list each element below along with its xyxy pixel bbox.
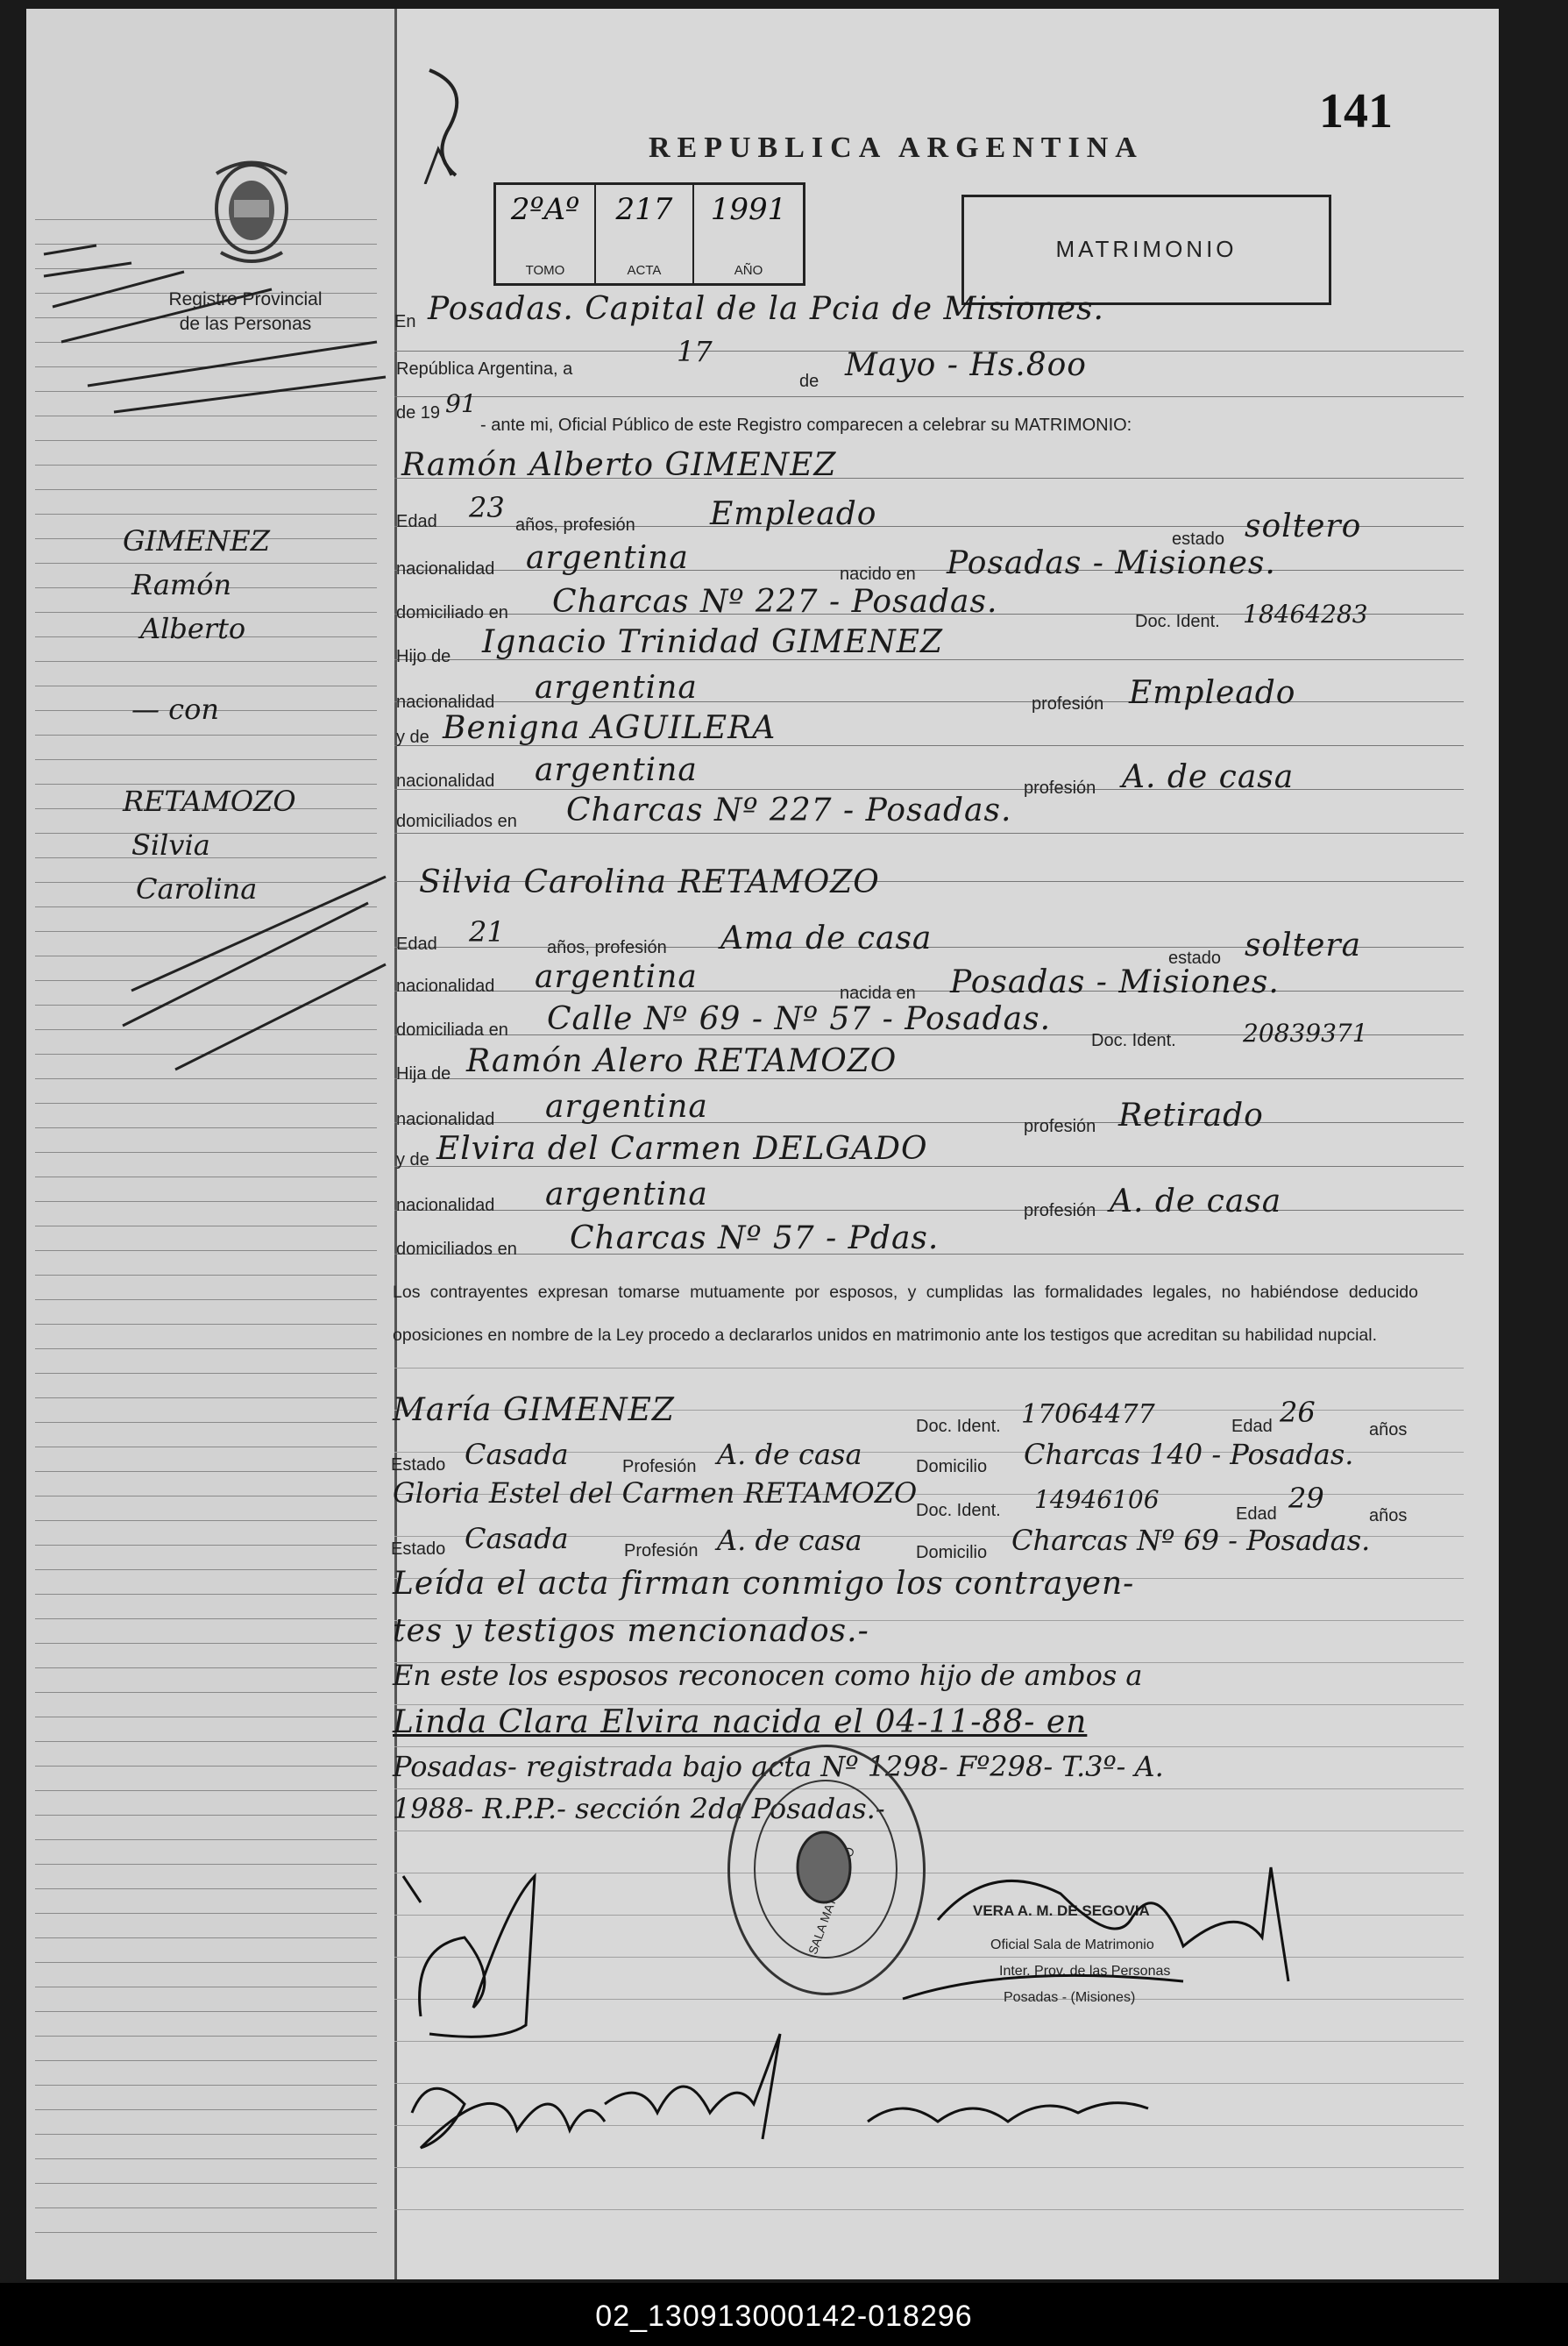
bride-profesion: Ama de casa [720, 921, 933, 956]
witness2-edad: 29 [1288, 1482, 1324, 1515]
margin-rule [35, 1471, 377, 1472]
margin-rule [35, 1103, 377, 1104]
main-rule [394, 2209, 1464, 2210]
margin-rule [35, 2183, 377, 2184]
margin-note-first-name: Ramón [131, 568, 232, 601]
seal-text: SALA [805, 1922, 829, 1957]
bride-dom-label: domiciliada en [396, 1020, 508, 1040]
bride-padres-dom: Charcas Nº 57 - Pdas. [570, 1220, 940, 1256]
margin-rule [35, 1618, 377, 1619]
bride-padre-nac: argentina [545, 1089, 708, 1125]
margin-rule [35, 1594, 377, 1595]
year-text: - ante mi, Oficial Público de este Registro comparecen a celebrar su MATRIMONIO: [480, 416, 1132, 435]
bride-edad: 21 [469, 915, 505, 949]
margin-rule [35, 1790, 377, 1791]
official-title: Oficial Sala de Matrimonio [990, 1937, 1154, 1952]
place-value: Posadas. Capital de la Pcia de Misiones. [428, 291, 1104, 327]
groom-madre-label: y de [396, 728, 429, 747]
country-title: REPUBLICA ARGENTINA [649, 132, 1144, 164]
groom-nacido: Posadas - Misiones. [947, 545, 1276, 581]
margin-note-con: — con [131, 693, 219, 726]
date-day: 17 [677, 335, 713, 368]
bride-madre-nac-label: nacionalidad [396, 1196, 495, 1215]
witness2-domicilio: Charcas Nº 69 - Posadas. [1011, 1524, 1371, 1557]
margin-rule [35, 1741, 377, 1742]
groom-profesion: Empleado [710, 496, 877, 532]
anio-cell [694, 185, 803, 283]
witness2-prof-label: Profesión [624, 1541, 699, 1560]
bride-estado: soltera [1245, 928, 1362, 963]
groom-domicilio: Charcas Nº 227 - Posadas. [552, 584, 998, 620]
tomo-value: 2ºAº [510, 192, 580, 227]
bride-nacida: Posadas - Misiones. [950, 964, 1280, 1000]
registry-line-2: de las Personas [179, 314, 312, 334]
margin-rule [35, 1815, 377, 1816]
groom-padre-prof-label: profesión [1032, 694, 1104, 714]
acta-value: 217 [615, 192, 673, 227]
registry-label [140, 288, 351, 337]
groom-nacido-label: nacido en [840, 565, 916, 584]
margin-rule [35, 2232, 377, 2233]
margin-rule [35, 1127, 377, 1128]
margin-note-bride-surname: RETAMOZO [123, 785, 296, 818]
page-number: 141 [1319, 84, 1393, 139]
margin-rule [35, 1201, 377, 1202]
bride-padre: Ramón Alero RETAMOZO [466, 1043, 898, 1079]
margin-rule [35, 1324, 377, 1325]
margin-rule [35, 1839, 377, 1840]
record-type-box [961, 195, 1331, 305]
margin-note-bride-second: Carolina [136, 872, 258, 906]
margin-rule [35, 2109, 377, 2110]
witness1-prof-label: Profesión [622, 1457, 697, 1476]
groom-madre-nac-label: nacionalidad [396, 771, 495, 791]
bride-madre-prof-label: profesión [1024, 1201, 1096, 1220]
witness2-profesion: A. de casa [717, 1524, 862, 1557]
bride-padre-prof-label: profesión [1024, 1117, 1096, 1136]
groom-nac-label: nacionalidad [396, 559, 495, 579]
closing-line-3: En este los esposos reconocen como hijo de ambos a [393, 1659, 1143, 1692]
margin-rule [35, 1299, 377, 1300]
margin-rule [35, 1913, 377, 1914]
margin-rule [35, 1643, 377, 1644]
margin-rule [35, 1692, 377, 1693]
margin-rule [35, 1545, 377, 1546]
registry-line-1: Registro Provincial [168, 289, 323, 309]
date-month: Mayo - Hs.8oo [845, 347, 1087, 383]
witness2-doc-label: Doc. Ident. [916, 1501, 1001, 1520]
groom-name: Ramón Alberto GIMENEZ [401, 447, 837, 483]
witness2-edad-label: Edad [1236, 1504, 1277, 1524]
closing-line-2: tes y testigos mencionados.- [393, 1613, 869, 1649]
bride-nacionalidad: argentina [535, 959, 698, 995]
groom-estado: soltero [1245, 508, 1362, 544]
official-office: Inter. Prov. de las Personas [999, 1964, 1171, 1979]
anio-label: AÑO [734, 263, 763, 278]
witness2-estado: Casada [465, 1522, 569, 1555]
margin-rule [35, 1250, 377, 1251]
witness1-estado: Casada [465, 1438, 569, 1471]
bride-padre-prof: Retirado [1118, 1098, 1264, 1134]
groom-estado-label: estado [1172, 530, 1225, 549]
groom-edad: 23 [469, 491, 505, 524]
witness2-name: Gloria Estel del Carmen RETAMOZO [393, 1476, 918, 1510]
margin-rule [35, 2036, 377, 2037]
official-name: VERA A. M. DE SEGOVIA [973, 1902, 1150, 1919]
margin-rule [35, 1569, 377, 1570]
margin-note-second-name: Alberto [140, 612, 246, 645]
bride-profesion-label: años, profesión [547, 938, 667, 957]
groom-dom-label: domiciliado en [396, 603, 508, 622]
form-rule [394, 789, 1464, 790]
witness1-doc: 17064477 [1021, 1399, 1155, 1430]
bride-padres-dom-label: domiciliados en [396, 1240, 517, 1259]
bride-nacida-label: nacida en [840, 984, 916, 1003]
margin-rule [35, 2207, 377, 2208]
witness1-profesion: A. de casa [717, 1438, 862, 1471]
bride-nac-label: nacionalidad [396, 977, 495, 996]
margin-rule [35, 1766, 377, 1767]
witness1-estado-label: Estado [391, 1455, 446, 1475]
initial-mark [412, 61, 500, 184]
anio-value: 1991 [710, 192, 787, 227]
margin-rule [35, 1275, 377, 1276]
margin-rule [35, 1520, 377, 1521]
margin-rule [35, 1962, 377, 1963]
margin-rule [35, 2011, 377, 2012]
witness1-anios: años [1369, 1420, 1408, 1440]
bride-madre-nac: argentina [545, 1177, 708, 1212]
date-de: de [799, 372, 819, 391]
margin-rule [35, 1888, 377, 1889]
margin-note-bride-first: Silvia [131, 828, 210, 862]
witness1-domicilio: Charcas 140 - Posadas. [1024, 1438, 1354, 1471]
margin-cancel-strokes [35, 237, 403, 1078]
place-prefix: En [394, 312, 416, 331]
margin-rule [35, 1667, 377, 1668]
margin-rule [35, 1348, 377, 1349]
declaration-text: Los contrayentes expresan tomarse mutuamente por esposos, y cumplidas las formalidades legales, no habiéndose deducido oposiciones en nombre de la Ley procedo a declararlos unidos en matrimonio ante los testigos que acreditan su habilidad nupcial. [393, 1283, 1418, 1345]
groom-padres-dom-label: domiciliados en [396, 812, 517, 831]
main-rule [394, 1788, 1464, 1789]
groom-madre-prof: A. de casa [1122, 759, 1295, 795]
year-value: 91 [445, 389, 477, 418]
bride-padre-nac-label: nacionalidad [396, 1110, 495, 1129]
bride-estado-label: estado [1168, 949, 1222, 968]
bride-hija-label: Hija de [396, 1064, 451, 1084]
groom-padre-prof: Empleado [1129, 675, 1296, 711]
closing-line-5: Posadas- registrada bajo acta Nº 1298- Fº298- T.3º- A. [393, 1750, 1164, 1783]
closing-line-4: Linda Clara Elvira nacida el 04-11-88- en [393, 1704, 1088, 1740]
groom-profesion-label: años, profesión [515, 515, 635, 535]
margin-rule [35, 2134, 377, 2135]
year-prefix: de 19 [396, 403, 441, 423]
witness1-edad: 26 [1280, 1396, 1316, 1429]
closing-line-1: Leída el acta firman conmigo los contrayen- [393, 1566, 1135, 1602]
groom-madre-prof-label: profesión [1024, 778, 1096, 798]
margin-rule [35, 2085, 377, 2086]
groom-hijo-label: Hijo de [396, 647, 451, 666]
tomo-cell [496, 185, 596, 283]
bride-madre-prof: A. de casa [1110, 1184, 1282, 1219]
witness2-dom-label: Domicilio [916, 1543, 988, 1562]
witness2-anios: años [1369, 1506, 1408, 1525]
main-rule [394, 1746, 1464, 1747]
margin-rule [35, 1422, 377, 1423]
bride-doc-label: Doc. Ident. [1091, 1031, 1176, 1050]
official-location: Posadas - (Misiones) [1004, 1990, 1136, 2005]
groom-madre: Benigna AGUILERA [443, 710, 777, 746]
groom-doc: 18464283 [1243, 600, 1368, 629]
margin-rule [35, 1373, 377, 1374]
tomo-label: TOMO [525, 263, 565, 278]
margin-rule [35, 1937, 377, 1938]
acta-cell [596, 185, 694, 283]
bride-name: Silvia Carolina RETAMOZO [419, 864, 880, 900]
bride-domicilio: Calle Nº 69 - Nº 57 - Posadas. [547, 1001, 1052, 1037]
groom-doc-label: Doc. Ident. [1135, 612, 1220, 631]
witness2-doc: 14946106 [1034, 1485, 1160, 1514]
date-prefix: República Argentina, a [396, 359, 573, 379]
coat-of-arms-icon [203, 156, 300, 270]
form-rule [394, 396, 1464, 397]
record-type: MATRIMONIO [1055, 236, 1238, 262]
bride-doc: 20839371 [1243, 1019, 1368, 1048]
groom-padre-nac: argentina [535, 670, 698, 706]
groom-padre: Ignacio Trinidad GIMENEZ [482, 624, 944, 660]
groom-padre-nac-label: nacionalidad [396, 693, 495, 712]
witness2-estado-label: Estado [391, 1539, 446, 1559]
bride-edad-label: Edad [396, 935, 437, 954]
closing-line-6: 1988- R.P.P.- sección 2da Posadas.- [393, 1792, 885, 1825]
form-rule [394, 833, 1464, 834]
margin-rule [35, 1397, 377, 1398]
groom-padres-dom: Charcas Nº 227 - Posadas. [566, 793, 1012, 828]
bride-madre-label: y de [396, 1150, 429, 1169]
margin-rule [35, 1152, 377, 1153]
groom-madre-nac: argentina [535, 752, 698, 788]
witness1-doc-label: Doc. Ident. [916, 1417, 1001, 1436]
tomo-acta-anio-box [493, 182, 805, 286]
acta-label: ACTA [627, 263, 662, 278]
witness1-name: María GIMENEZ [393, 1392, 675, 1428]
bride-madre: Elvira del Carmen DELGADO [436, 1131, 928, 1167]
signatures [394, 1806, 1359, 2174]
groom-edad-label: Edad [396, 512, 437, 531]
margin-rule [35, 2158, 377, 2159]
footer-id: 02_130913000142-018296 [595, 2300, 973, 2333]
margin-rule [35, 1078, 377, 1079]
witness1-dom-label: Domicilio [916, 1457, 988, 1476]
margin-rule [35, 1864, 377, 1865]
margin-note-surname: GIMENEZ [123, 524, 270, 558]
margin-rule [35, 2060, 377, 2061]
witness1-edad-label: Edad [1231, 1417, 1273, 1436]
groom-nacionalidad: argentina [526, 540, 689, 576]
